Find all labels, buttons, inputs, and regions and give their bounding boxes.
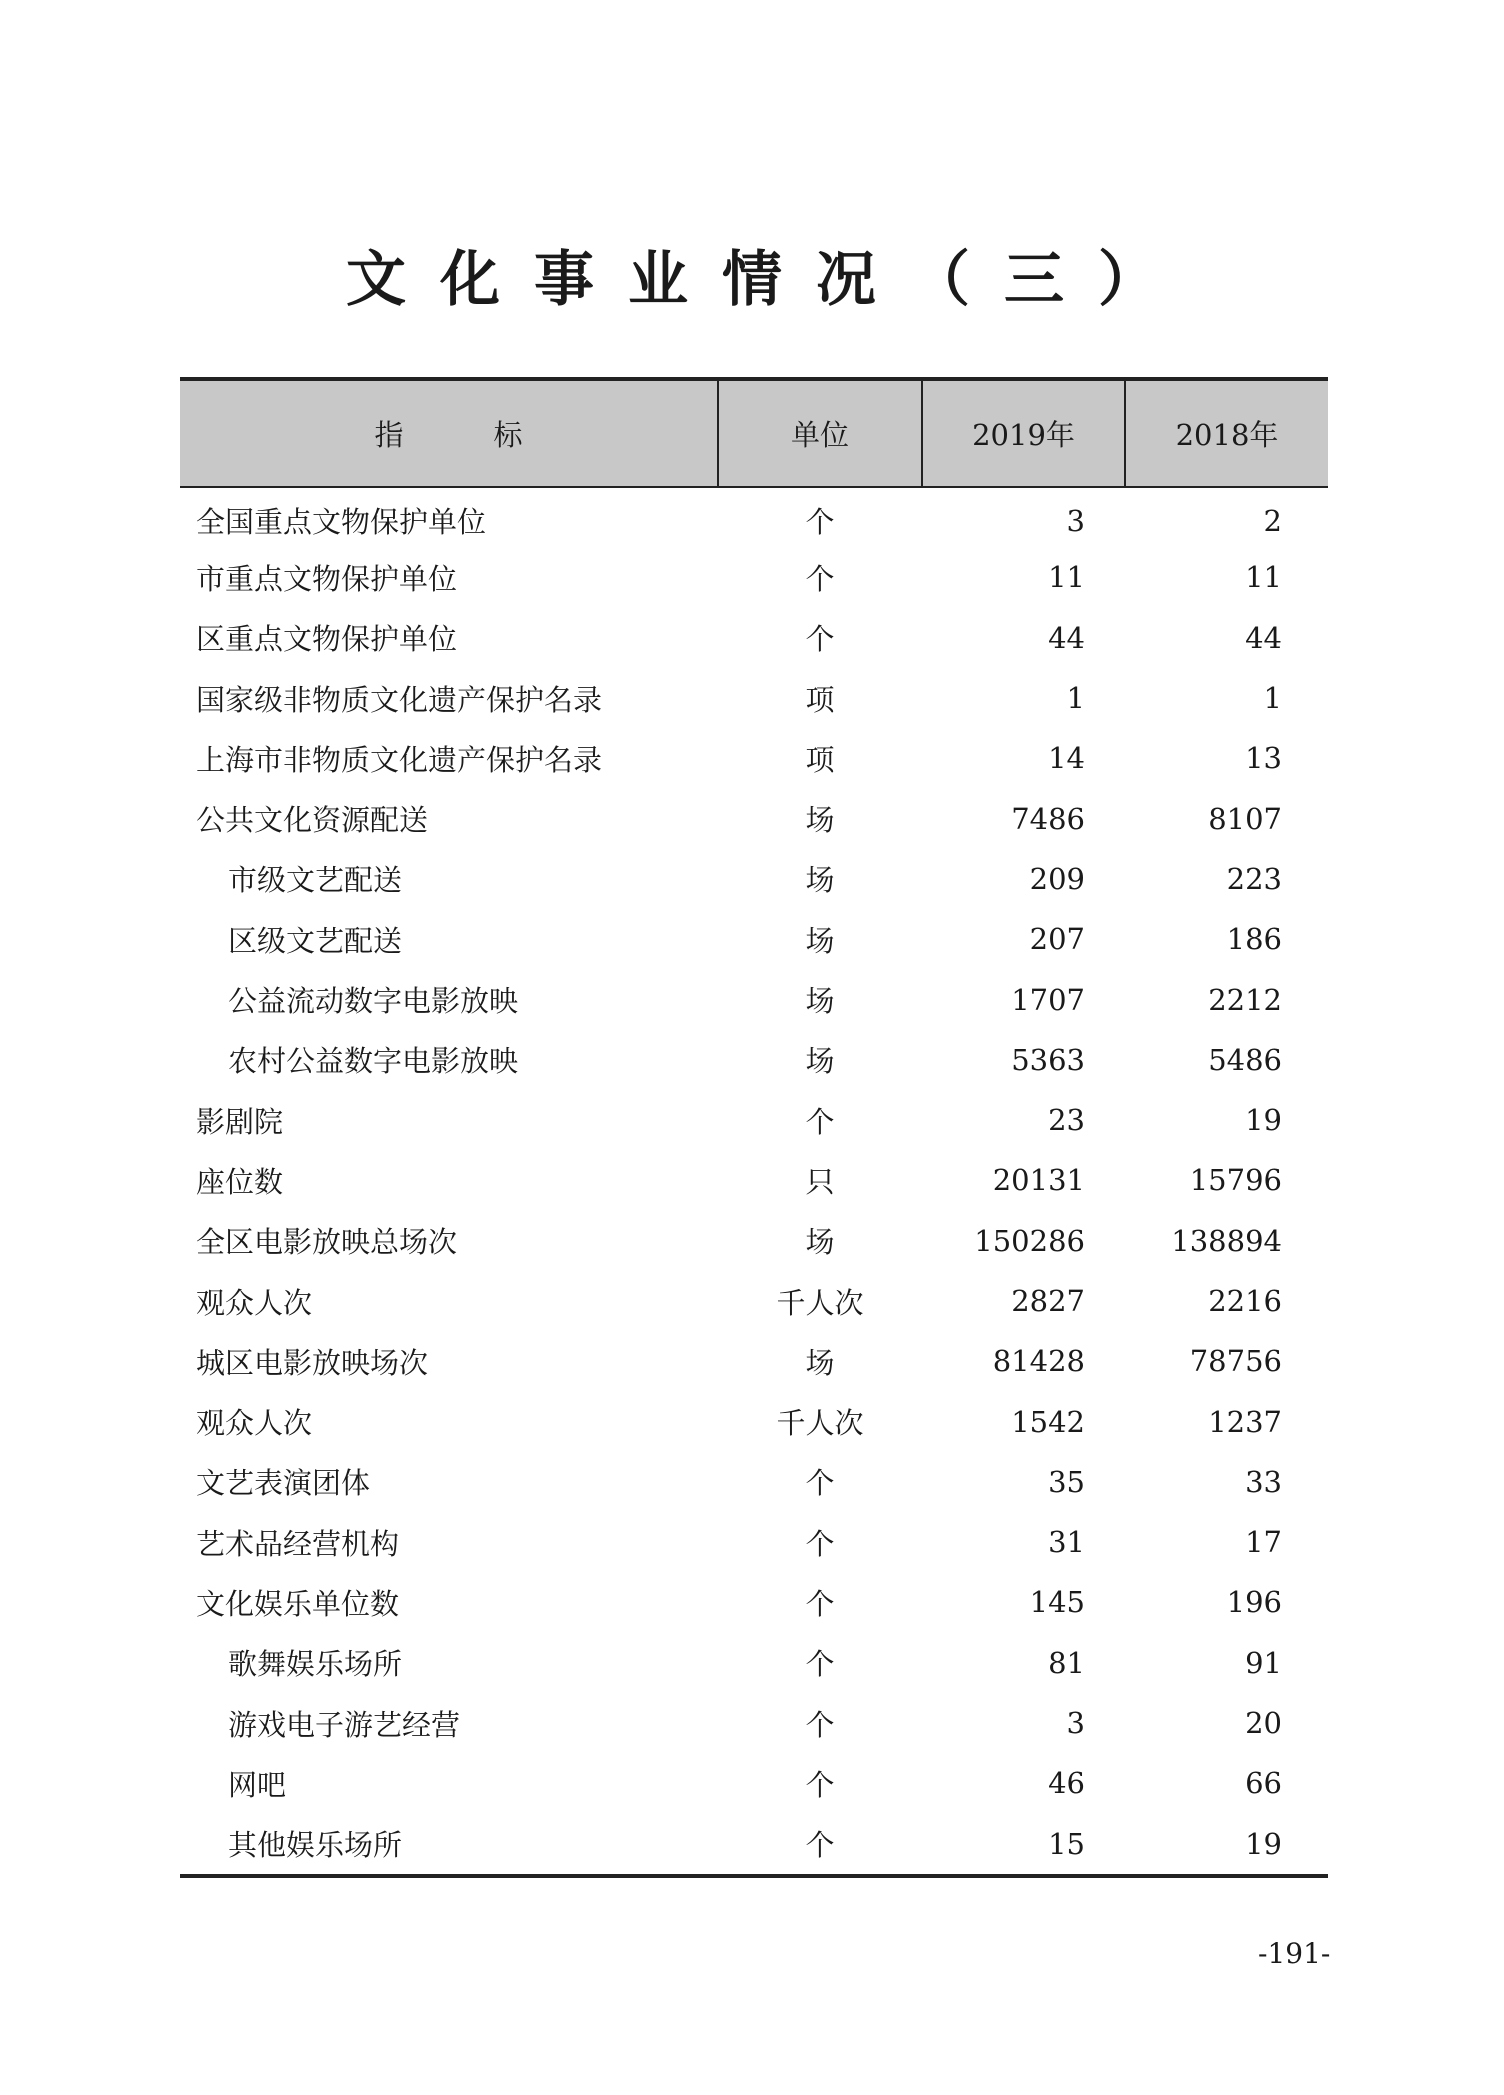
value-2019: 31 bbox=[1048, 1525, 1085, 1560]
value-2019: 11 bbox=[1048, 560, 1085, 595]
table-row bbox=[180, 1753, 1328, 1813]
value-2018: 1 bbox=[1263, 681, 1282, 716]
indicator-name: 游戏电子游艺经营 bbox=[228, 1707, 461, 1742]
value-2019: 15 bbox=[1048, 1826, 1085, 1861]
unit-cell: 场 bbox=[805, 863, 835, 898]
indicator-name: 文艺表演团体 bbox=[196, 1466, 371, 1501]
unit-cell: 场 bbox=[805, 984, 835, 1019]
value-2018: 2212 bbox=[1208, 982, 1282, 1017]
value-2019: 46 bbox=[1048, 1766, 1085, 1801]
header-indicator-char-2: 标 bbox=[493, 418, 523, 452]
value-2019: 20131 bbox=[992, 1163, 1085, 1198]
indicator-name: 全国重点文物保护单位 bbox=[196, 505, 487, 540]
page-title: 文化事业情况（三） bbox=[346, 245, 1192, 315]
table-row bbox=[180, 608, 1328, 668]
table-row bbox=[180, 969, 1328, 1029]
value-2019: 35 bbox=[1048, 1464, 1085, 1499]
table-row bbox=[180, 1452, 1328, 1512]
table-row bbox=[180, 1633, 1328, 1693]
unit-cell: 千人次 bbox=[776, 1406, 864, 1441]
table-row bbox=[180, 547, 1328, 607]
indicator-name: 上海市非物质文化遗产保护名录 bbox=[196, 742, 603, 777]
value-2019: 5363 bbox=[1011, 1042, 1085, 1077]
value-2018: 8107 bbox=[1208, 801, 1282, 836]
indicator-name: 其他娱乐场所 bbox=[228, 1828, 403, 1863]
unit-cell: 千人次 bbox=[776, 1285, 864, 1320]
table-row bbox=[180, 1572, 1328, 1632]
value-2019: 44 bbox=[1048, 620, 1085, 655]
value-2019: 150286 bbox=[974, 1223, 1085, 1258]
indicator-name: 艺术品经营机构 bbox=[196, 1526, 400, 1561]
table-row bbox=[180, 1030, 1328, 1090]
table-row bbox=[180, 1331, 1328, 1391]
table-row bbox=[180, 1150, 1328, 1210]
header-unit: 单位 bbox=[718, 379, 922, 487]
value-2018: 2 bbox=[1263, 503, 1282, 538]
indicator-name: 国家级非物质文化遗产保护名录 bbox=[196, 682, 603, 717]
table-row bbox=[180, 849, 1328, 909]
value-2018: 44 bbox=[1245, 620, 1282, 655]
table-row bbox=[180, 487, 1328, 547]
header-indicator bbox=[180, 379, 718, 487]
unit-cell: 项 bbox=[805, 682, 835, 717]
indicator-name: 农村公益数字电影放映 bbox=[228, 1044, 519, 1079]
unit-cell: 个 bbox=[805, 1526, 835, 1561]
unit-cell: 项 bbox=[805, 742, 835, 777]
value-2019: 209 bbox=[1029, 861, 1085, 896]
value-2018: 91 bbox=[1245, 1645, 1282, 1680]
table-row bbox=[180, 1693, 1328, 1753]
value-2019: 3 bbox=[1066, 1706, 1085, 1741]
indicator-name: 观众人次 bbox=[196, 1285, 313, 1320]
unit-cell: 个 bbox=[805, 505, 835, 540]
table-row bbox=[180, 728, 1328, 788]
indicator-name: 市重点文物保护单位 bbox=[196, 561, 458, 596]
value-2019: 7486 bbox=[1011, 801, 1085, 836]
header-2019: 2019年 bbox=[922, 379, 1125, 487]
unit-cell: 个 bbox=[805, 1767, 835, 1802]
page-number: -191- bbox=[1258, 1937, 1331, 1970]
table-row bbox=[180, 788, 1328, 848]
unit-cell: 个 bbox=[805, 1586, 835, 1621]
value-2019: 145 bbox=[1029, 1585, 1085, 1620]
indicator-name: 公益流动数字电影放映 bbox=[228, 984, 519, 1019]
value-2018: 2216 bbox=[1208, 1284, 1282, 1318]
value-2019: 207 bbox=[1029, 922, 1085, 957]
unit-cell: 场 bbox=[805, 803, 835, 838]
unit-cell: 个 bbox=[805, 1104, 835, 1139]
unit-cell: 个 bbox=[805, 1828, 835, 1863]
value-2019: 1707 bbox=[1011, 982, 1085, 1017]
value-2018: 15796 bbox=[1189, 1163, 1282, 1198]
unit-cell: 个 bbox=[805, 1647, 835, 1682]
indicator-name: 歌舞娱乐场所 bbox=[228, 1647, 403, 1682]
indicator-name: 公共文化资源配送 bbox=[196, 803, 429, 838]
indicator-name: 区级文艺配送 bbox=[228, 923, 403, 958]
indicator-name: 座位数 bbox=[196, 1164, 284, 1199]
header-indicator-char-1: 指 bbox=[374, 418, 404, 452]
unit-cell: 只 bbox=[805, 1164, 835, 1199]
value-2019: 81428 bbox=[992, 1344, 1085, 1379]
value-2018: 5486 bbox=[1208, 1042, 1282, 1077]
value-2018: 78756 bbox=[1189, 1344, 1282, 1379]
value-2018: 223 bbox=[1226, 861, 1282, 896]
unit-cell: 场 bbox=[805, 923, 835, 958]
indicator-name: 观众人次 bbox=[196, 1406, 313, 1441]
table-row bbox=[180, 1271, 1328, 1331]
table-body bbox=[180, 487, 1328, 1874]
value-2019: 81 bbox=[1048, 1645, 1085, 1680]
table-row bbox=[180, 668, 1328, 728]
indicator-name: 影剧院 bbox=[196, 1104, 284, 1139]
indicator-name: 市级文艺配送 bbox=[228, 863, 403, 898]
indicator-name: 全区电影放映总场次 bbox=[196, 1225, 458, 1260]
value-2019: 14 bbox=[1048, 741, 1085, 776]
table-row bbox=[180, 1090, 1328, 1150]
value-2018: 17 bbox=[1245, 1525, 1282, 1560]
value-2018: 20 bbox=[1245, 1706, 1282, 1741]
value-2018: 33 bbox=[1245, 1464, 1282, 1499]
culture-statistics-table bbox=[180, 377, 1328, 1878]
unit-cell: 个 bbox=[805, 622, 835, 657]
header-2018: 2018年 bbox=[1125, 379, 1328, 487]
unit-cell: 个 bbox=[805, 1466, 835, 1501]
value-2018: 19 bbox=[1245, 1826, 1282, 1861]
value-2019: 23 bbox=[1048, 1103, 1085, 1138]
table-row bbox=[180, 909, 1328, 969]
unit-cell: 场 bbox=[805, 1225, 835, 1260]
indicator-name: 区重点文物保护单位 bbox=[196, 622, 458, 657]
table-header-row bbox=[180, 379, 1328, 487]
unit-cell: 场 bbox=[805, 1345, 835, 1380]
value-2018: 186 bbox=[1226, 922, 1282, 957]
indicator-name: 网吧 bbox=[228, 1767, 287, 1802]
value-2018: 11 bbox=[1245, 560, 1282, 595]
value-2018: 196 bbox=[1226, 1585, 1282, 1620]
indicator-name: 城区电影放映场次 bbox=[196, 1345, 429, 1380]
value-2019: 1542 bbox=[1011, 1404, 1085, 1439]
table-row bbox=[180, 1512, 1328, 1572]
table-row bbox=[180, 1814, 1328, 1874]
value-2018: 13 bbox=[1245, 741, 1282, 776]
value-2018: 66 bbox=[1245, 1766, 1282, 1801]
indicator-name: 文化娱乐单位数 bbox=[196, 1586, 400, 1621]
value-2018: 1237 bbox=[1208, 1404, 1282, 1439]
table-row bbox=[180, 1211, 1328, 1271]
unit-cell: 个 bbox=[805, 561, 835, 596]
value-2019: 1 bbox=[1066, 681, 1085, 716]
unit-cell: 个 bbox=[805, 1707, 835, 1742]
value-2019: 2827 bbox=[1011, 1284, 1085, 1318]
unit-cell: 场 bbox=[805, 1044, 835, 1079]
value-2018: 19 bbox=[1245, 1103, 1282, 1138]
value-2019: 3 bbox=[1066, 503, 1085, 538]
table-row bbox=[180, 1391, 1328, 1451]
value-2018: 138894 bbox=[1171, 1223, 1282, 1258]
